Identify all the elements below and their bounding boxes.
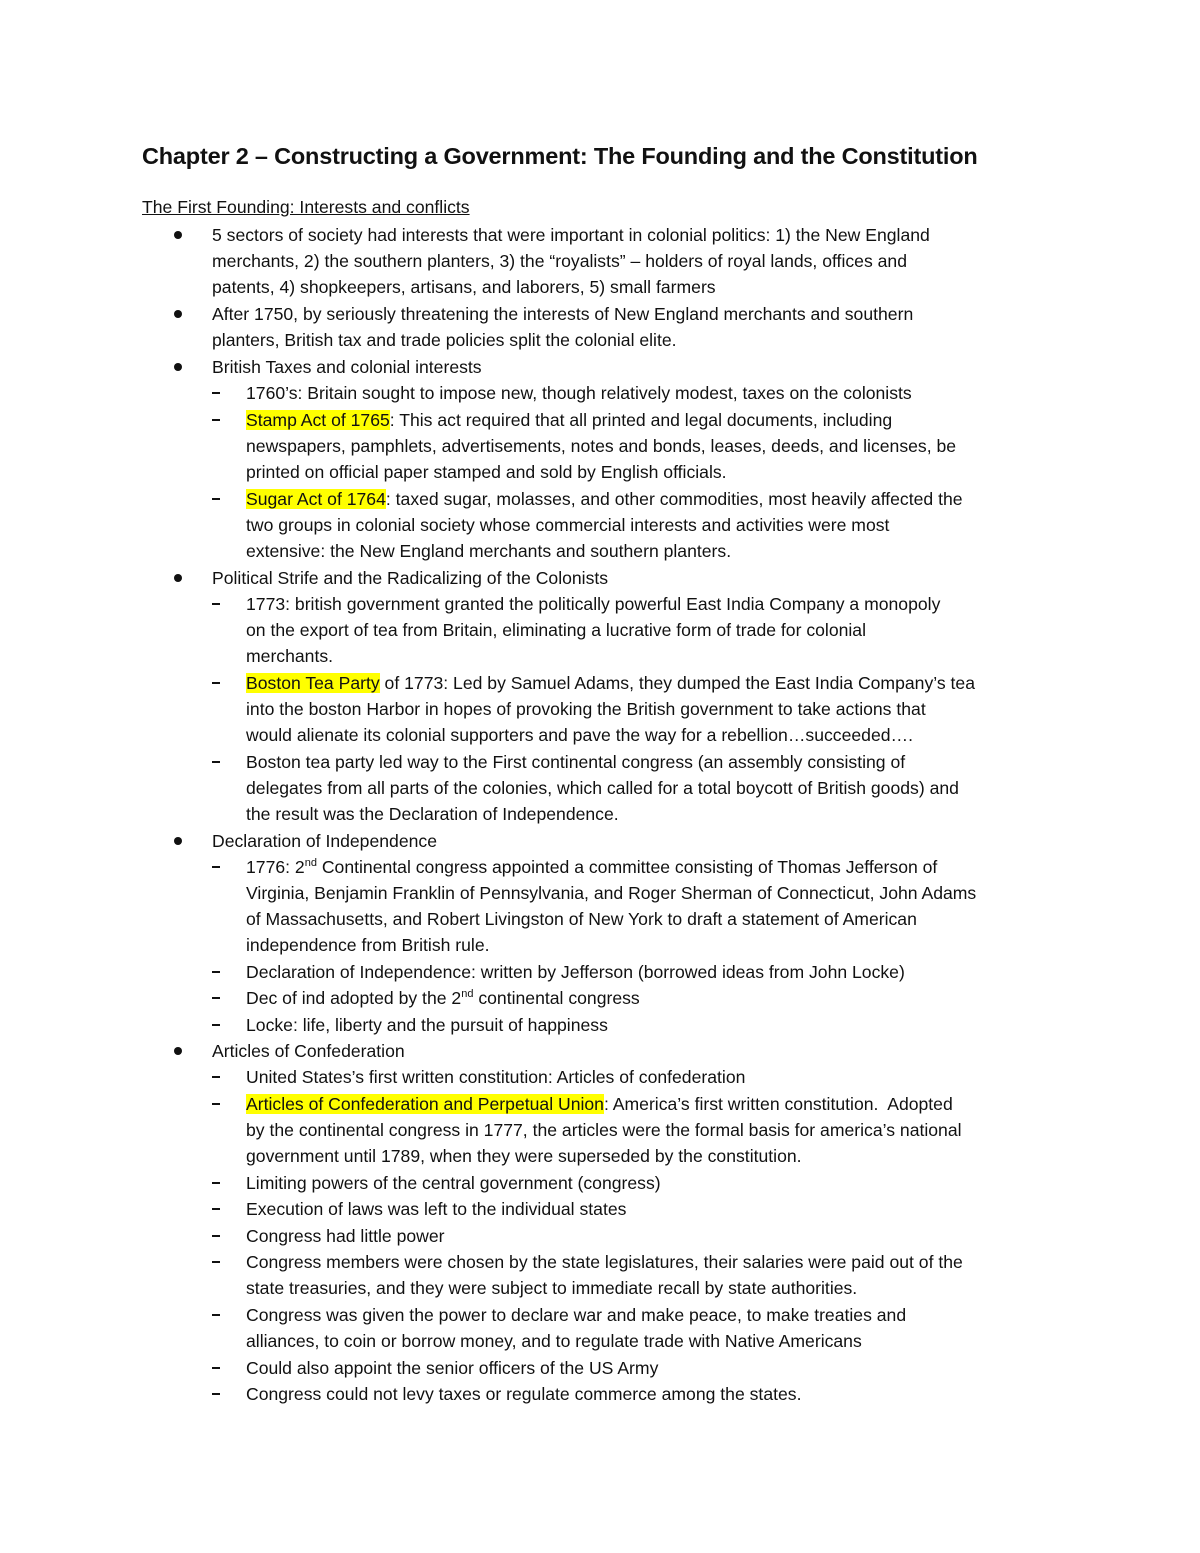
dash-bullet-icon — [212, 682, 220, 684]
dash-bullet-icon — [212, 392, 220, 394]
list-item-continuation: merchants, 2) the southern planters, 3) the “royalists” – holders of royal lands, offices and — [212, 251, 907, 271]
sub-item-continuation: government until 1789, when they were superseded by the constitution. — [246, 1146, 802, 1166]
list-item: British Taxes and colonial interests — [212, 357, 482, 377]
sub-item — [246, 1091, 953, 1117]
dash-bullet-icon — [212, 866, 220, 868]
dash-bullet-icon — [212, 498, 220, 500]
sub-item: Congress could not levy taxes or regulate commerce among the states. — [246, 1384, 802, 1404]
dash-bullet-icon — [212, 761, 220, 763]
highlighted-term: Boston Tea Party — [246, 673, 380, 693]
sub-item-continuation: extensive: the New England merchants and southern planters. — [246, 541, 732, 561]
sub-item-text: of 1773: Led by Samuel Adams, they dumped the East India Company’s tea — [379, 673, 975, 693]
dash-bullet-icon — [212, 1261, 220, 1263]
dash-bullet-icon — [212, 603, 220, 605]
page-title: Chapter 2 – Constructing a Government: The Founding and the Constitution — [142, 143, 978, 169]
dash-bullet-icon — [212, 1367, 220, 1369]
sub-item-continuation: two groups in colonial society whose commercial interests and activities were most — [246, 515, 890, 535]
sub-item-text: continental congress — [473, 988, 640, 1008]
sub-item-text: 1776: 2 — [246, 857, 305, 877]
sub-item-continuation: alliances, to coin or borrow money, and to regulate trade with Native Americans — [246, 1331, 862, 1351]
sub-item — [246, 854, 937, 880]
ordinal-superscript: nd — [461, 988, 474, 1001]
list-item: After 1750, by seriously threatening the interests of New England merchants and southern — [212, 304, 914, 324]
dash-bullet-icon — [212, 1076, 220, 1078]
highlighted-term: Sugar Act of 1764 — [246, 489, 386, 509]
dash-bullet-icon — [212, 1024, 220, 1026]
sub-item-continuation: merchants. — [246, 646, 334, 666]
sub-item-continuation: would alienate its colonial supporters and pave the way for a rebellion…succeeded…. — [246, 725, 913, 745]
bullet-dot-icon — [174, 574, 182, 582]
sub-item-continuation: delegates from all parts of the colonies, which called for a total boycott of British goods) and — [246, 778, 959, 798]
dash-bullet-icon — [212, 419, 220, 421]
sub-item: Locke: life, liberty and the pursuit of happiness — [246, 1015, 608, 1035]
list-item: Declaration of Independence — [212, 831, 437, 851]
sub-item-continuation: independence from British rule. — [246, 935, 490, 955]
sub-item-text: : America’s first written constitution. Adopted — [603, 1094, 953, 1114]
dash-bullet-icon — [212, 971, 220, 973]
sub-item-continuation: Virginia, Benjamin Franklin of Pennsylvania, and Roger Sherman of Connecticut, John Adams — [246, 883, 977, 903]
sub-item-continuation: printed on official paper stamped and sold by English officials. — [246, 462, 727, 482]
sub-item: Congress members were chosen by the state legislatures, their salaries were paid out of the — [246, 1252, 963, 1272]
section-heading: The First Founding: Interests and conflicts — [142, 197, 470, 217]
sub-item: Boston tea party led way to the First continental congress (an assembly consisting of — [246, 752, 906, 772]
sub-item: Declaration of Independence: written by Jefferson (borrowed ideas from John Locke) — [246, 962, 905, 982]
sub-item-continuation: newspapers, pamphlets, advertisements, notes and bonds, leases, deeds, and licenses, be — [246, 436, 957, 456]
sub-item — [246, 407, 892, 433]
sub-item-continuation: the result was the Declaration of Independence. — [246, 804, 619, 824]
sub-item-continuation: into the boston Harbor in hopes of provoking the British government to take actions that — [246, 699, 926, 719]
sub-item: 1760’s: Britain sought to impose new, though relatively modest, taxes on the colonists — [246, 383, 912, 403]
dash-bullet-icon — [212, 1208, 220, 1210]
list-item-continuation: planters, British tax and trade policies split the colonial elite. — [212, 330, 677, 350]
sub-item: United States’s first written constitution: Articles of confederation — [246, 1067, 746, 1087]
sub-item-text: Continental congress appointed a committee consisting of Thomas Jefferson of — [316, 857, 938, 877]
highlighted-term: Articles of Confederation and Perpetual Union — [246, 1094, 604, 1114]
sub-item-continuation: on the export of tea from Britain, eliminating a lucrative form of trade for colonial — [246, 620, 866, 640]
list-item: Articles of Confederation — [212, 1041, 405, 1061]
list-item-continuation: patents, 4) shopkeepers, artisans, and laborers, 5) small farmers — [212, 277, 716, 297]
list-item: Political Strife and the Radicalizing of the Colonists — [212, 568, 609, 588]
dash-bullet-icon — [212, 1103, 220, 1105]
bullet-dot-icon — [174, 1047, 182, 1055]
sub-item — [246, 486, 963, 512]
sub-item: Could also appoint the senior officers of the US Army — [246, 1358, 659, 1378]
dash-bullet-icon — [212, 1393, 220, 1395]
bullet-dot-icon — [174, 837, 182, 845]
sub-item — [246, 985, 640, 1011]
sub-item-continuation: state treasuries, and they were subject to immediate recall by state authorities. — [246, 1278, 858, 1298]
sub-item: Execution of laws was left to the individual states — [246, 1199, 627, 1219]
bullet-dot-icon — [174, 310, 182, 318]
dash-bullet-icon — [212, 1314, 220, 1316]
highlighted-term: Stamp Act of 1765 — [246, 410, 390, 430]
sub-item-text: : This act required that all printed and legal documents, including — [389, 410, 893, 430]
sub-item-continuation: by the continental congress in 1777, the articles were the formal basis for america’s national — [246, 1120, 962, 1140]
ordinal-superscript: nd — [304, 857, 317, 870]
sub-item: Congress had little power — [246, 1226, 445, 1246]
dash-bullet-icon — [212, 997, 220, 999]
list-item: 5 sectors of society had interests that were important in colonial politics: 1) the New England — [212, 225, 930, 245]
sub-item: Congress was given the power to declare war and make peace, to make treaties and — [246, 1305, 907, 1325]
sub-item-text: Dec of ind adopted by the 2 — [246, 988, 462, 1008]
sub-item-text: : taxed sugar, molasses, and other commodities, most heavily affected the — [385, 489, 963, 509]
sub-item — [246, 670, 975, 696]
sub-item-continuation: of Massachusetts, and Robert Livingston of New York to draft a statement of American — [246, 909, 917, 929]
dash-bullet-icon — [212, 1182, 220, 1184]
sub-item: 1773: british government granted the politically powerful East India Company a monopoly — [246, 594, 941, 614]
bullet-dot-icon — [174, 231, 182, 239]
dash-bullet-icon — [212, 1235, 220, 1237]
bullet-dot-icon — [174, 363, 182, 371]
sub-item: Limiting powers of the central government (congress) — [246, 1173, 661, 1193]
